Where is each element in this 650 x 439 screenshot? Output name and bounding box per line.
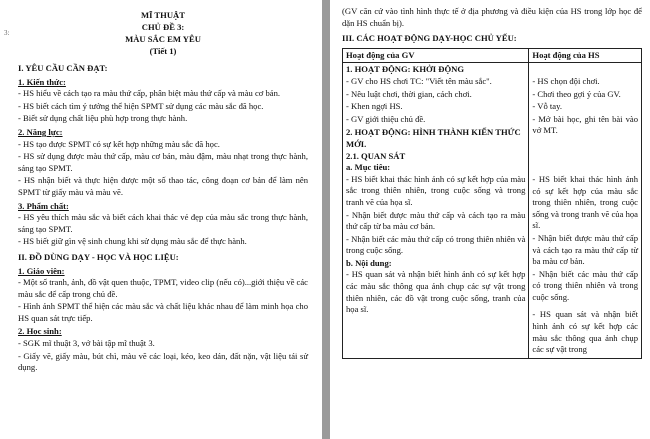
table-cell-hs [529,63,642,358]
paragraph: (GV căn cứ vào tình hình thực tế ở địa phương và điều kiện của HS trong lớp học để dặn HS chuẩn bị). [342,6,642,28]
cell-spacer [532,64,638,76]
cell-text: - HS biết khai thác hình ảnh có sự kết hợp của màu sắc trong thiên nhiên, trong cuộc sống và trong tranh vẽ của họa sĩ. [532,173,638,231]
subsection-heading: 1. Giáo viên: [18,265,65,276]
paragraph: - HS biết cách tìm ý tưởng thể hiện SPMT sử dụng các màu sắc đã học. [18,100,264,111]
section-heading: I. YÊU CẦU CẦN ĐẠT: [18,63,108,73]
cell-text: - HS chọn đội chơi. [532,75,600,86]
paragraph: - Hình ảnh SPMT thể hiện các màu sắc và chất liệu khác nhau để làm minh họa cho HS quan sát trực tiếp. [18,301,308,323]
cell-text: - Nêu luật chơi, thời gian, cách chơi. [346,88,472,99]
cell-text: - Nhận biết các màu thứ cấp có trong thiên nhiên và trong cuộc sống. [346,233,526,256]
cell-text: - Nhận biết được màu thứ cấp và cách tạo ra màu thứ cấp từ ba màu cơ bản. [532,232,638,267]
cell-text: - HS biết khai thác hình ảnh có sự kết hợp của màu sắc trong thiên nhiên, trong cuộc sống và trong tranh vẽ của họa sĩ. [346,173,526,207]
margin-mark: 3: [4,29,10,37]
cell-text: - HS quan sát và nhận biết hình ảnh có sự kết hợp các màu sắc thông qua ảnh chụp các sự vật trong thiên nhiên, các đồ vật trong cuộc sống, tranh của họa sĩ. [346,269,526,315]
table-cell-gv [343,63,529,358]
section-heading: III. CÁC HOẠT ĐỘNG DẠY-HỌC CHỦ YẾU: [342,33,517,44]
document-page-right [330,0,650,439]
paragraph: - HS tạo được SPMT có sự kết hợp những màu sắc đã học. [18,138,220,149]
cell-text: - Mở bài học, ghi tên bài vào vở MT. [532,113,638,136]
paragraph: - HS hiểu về cách tạo ra màu thứ cấp, phân biệt màu thứ cấp và màu cơ bản. [18,88,281,99]
lesson-subject: MĨ THUẬT [140,10,185,20]
table-header-gv: Hoạt động của GV [343,48,529,63]
table-row [343,63,642,358]
lesson-period: (Tiết 1) [149,46,177,56]
cell-spacer [532,138,638,174]
activity-title: 1. HOẠT ĐỘNG: KHỞI ĐỘNG [346,64,465,75]
cell-text: - GV cho HS chơi TC: "Viết tên màu sắc". [346,75,492,86]
cell-text: - GV giới thiệu chủ đề. [346,113,426,124]
document-page-left [0,0,322,439]
subsection-heading: 2. Năng lực: [18,126,63,137]
cell-text: - Vỗ tay. [532,101,562,112]
lesson-topic: CHỦ ĐỀ 3: [141,22,185,32]
paragraph: - Biết sử dụng chất liệu phù hợp trong thực hành. [18,113,188,124]
subsection-heading: 2. Học sinh: [18,326,62,337]
subsection-heading: 1. Kiến thức: [18,76,66,87]
cell-text: - Nhận biết các màu thứ cấp có trong thiên nhiên và trong cuộc sống. [532,268,638,302]
paragraph: - Giấy vẽ, giấy màu, bút chì, màu vẽ các loại, kéo, keo dán, đất nặn, vật liệu tái sử dụng. [18,350,308,373]
activity-subtitle: b. Nội dung: [346,257,392,268]
activity-title: 2. HOẠT ĐỘNG: HÌNH THÀNH KIẾN THỨC MỚI. [346,127,521,149]
cell-text: - Chơi theo gợi ý của GV. [532,88,621,99]
cell-text: - HS quan sát và nhận biết hình ảnh có sự kết hợp các màu sắc thông qua ảnh chụp các sự vật trong [532,309,638,355]
subsection-heading: 3. Phẩm chất: [18,200,69,211]
cell-text: - Nhận biết được màu thứ cấp và cách tạo ra màu thứ cấp từ ba màu cơ bản. [346,209,526,232]
paragraph: - HS yêu thích màu sắc và biết cách khai thác vẻ đẹp của màu sắc trong thực hành, sáng tạo SPMT. [18,212,308,234]
section-heading: II. ĐỒ DÙNG DẠY - HỌC VÀ HỌC LIỆU: [18,251,179,262]
lesson-title: MÀU SẮC EM YÊU [125,34,201,44]
paragraph: - HS sử dụng được màu thứ cấp, màu cơ bản, màu đậm, màu nhạt trong thực hành, sáng tạo SPMT. [18,151,308,173]
activity-subtitle: 2.1. QUAN SÁT [346,150,406,161]
activity-table [342,48,642,359]
paragraph: - HS nhận biết và thực hiện được một số thao tác, công đoạn cơ bản để làm nên SPMT từ giấy màu và màu vẽ. [18,175,308,197]
paragraph: - SGK mĩ thuật 3, vở bài tập mĩ thuật 3. [18,338,155,349]
table-header-hs: Hoạt động của HS [529,48,642,63]
cell-text: - Khen ngợi HS. [346,101,403,112]
activity-subtitle: a. Mục tiêu: [346,162,391,173]
paragraph: - Một số tranh, ảnh, đồ vật quen thuộc, TPMT, video clip (nếu có)...giới thiệu về các màu sắc để cấp trong chủ đề. [18,277,308,299]
paragraph: - HS biết giữ gìn vệ sinh chung khi sử dụng màu sắc để thực hành. [18,236,247,247]
